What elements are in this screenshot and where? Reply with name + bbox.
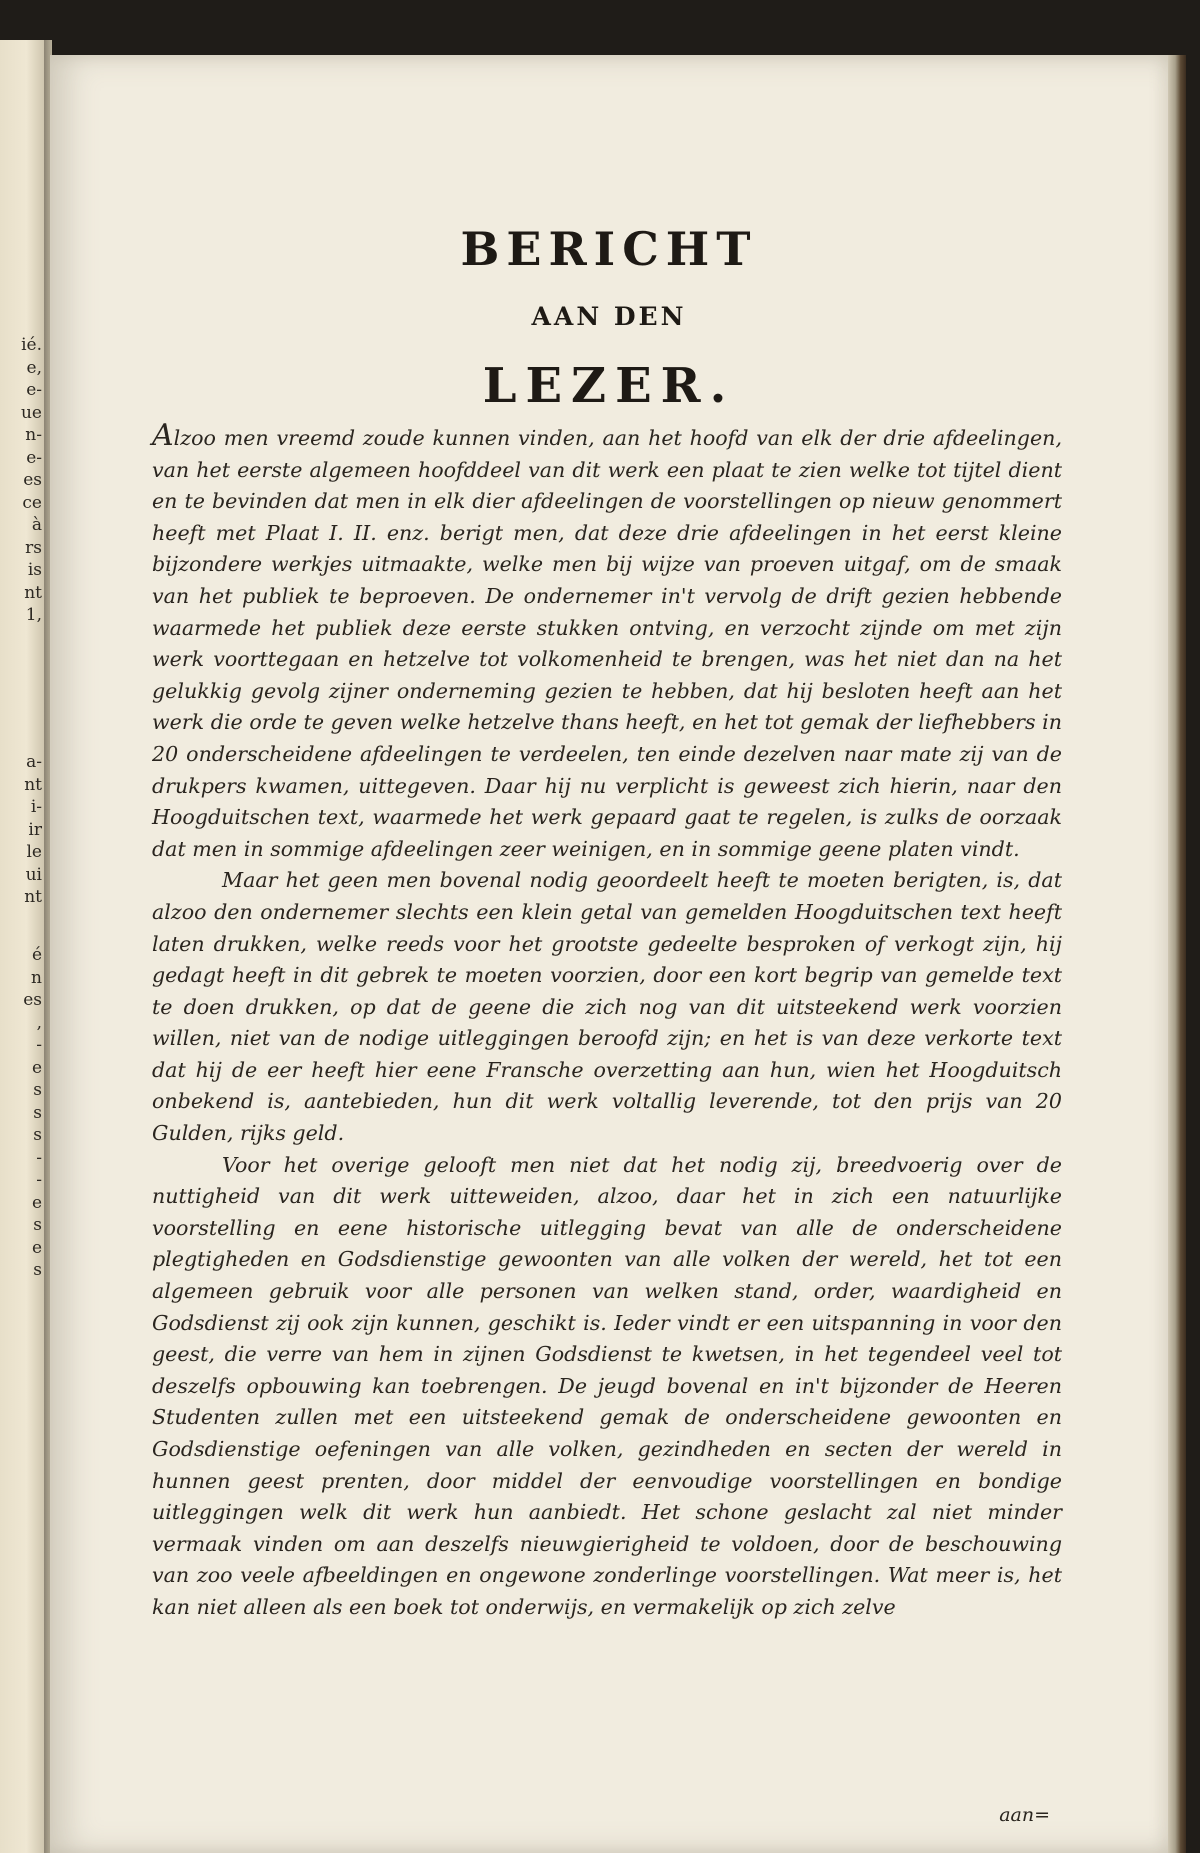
page-edge-right (1168, 55, 1186, 1853)
left-page-fragment: nt (24, 887, 42, 907)
left-page-fragment: - (36, 1035, 42, 1055)
page-subtitle: AAN DEN (531, 302, 687, 331)
left-page-fragment: e- (26, 380, 42, 400)
left-page-fragment: à (31, 515, 42, 535)
left-page-fragment: es (23, 990, 42, 1010)
left-page-fragment: n (31, 967, 42, 988)
left-page-fragment: é (31, 945, 42, 965)
left-page-fragment: s (33, 1102, 42, 1123)
left-page-fragment: - (36, 1170, 42, 1190)
left-page-fragment: es (23, 470, 42, 490)
left-page-fragment: e- (26, 447, 42, 468)
left-page-fragment: ié. (21, 335, 42, 355)
catchword: aan= (999, 1804, 1050, 1826)
left-page-edge (0, 40, 44, 1853)
left-page-fragment: ir (28, 819, 42, 840)
paragraph-1: Alzoo men vreemd zoude kunnen vinden, aan het hoofd van elk der drie afdeelingen, van het eerste algemeen hoofddeel van dit werk een plaat te zien welke tot tijtel dient en te bevinden dat men in elk dier afdeelingen de voorstellingen op nieuw genommert heeft met Plaat I. II. enz. berigt men, dat deze drie afdeelingen in het eerst kleine bijzondere werkjes uitmaakte, welke men bij wijze van proeven uitgaf, om de smaak van het publiek te beproeven. De ondernemer in't vervolg de drift gezien hebbende waarmede het publiek deze eerste stukken ontving, en verzocht zijnde om met zijn werk voorttegaan en hetzelve tot volkomenheid te brengen, was het niet dan na het gelukkig gevolg zijner onderneming gezien te hebben, dat hij besloten heeft aan het werk die orde te geven welke hetzelve thans heeft, en het tot gemak der liefhebbers in 20 onderscheidene afdeelingen te verdeelen, ten einde dezelven naar mate zij van de drukpers kwamen, uittegeven. Daar hij nu verplicht is geweest zich hierin, naar den Hoogduitschen text, waarmede het werk gepaard gaat te regelen, is zulks de oorzaak dat men in sommige afdeelingen zeer weinigen, en in sommige geene platen vindt. (152, 418, 1062, 861)
page-title-second: LEZER. (482, 358, 736, 414)
left-page-fragment: e (31, 1057, 42, 1078)
left-page-fragment: i- (30, 797, 42, 817)
left-page-fragment: 1, (25, 605, 42, 625)
left-page-fragment: e (31, 1192, 42, 1213)
left-page-fragment: rs (25, 537, 42, 558)
left-page-fragment: is (27, 560, 42, 580)
left-page-fragment: n- (25, 425, 42, 445)
left-page-fragment: ce (22, 492, 42, 513)
left-page-fragment: ue (20, 402, 42, 423)
left-page-fragment: a- (26, 752, 42, 772)
left-page-fragment: s (33, 1125, 42, 1145)
left-page-fragment: s (33, 1260, 42, 1280)
paragraph-3: Voor het overige gelooft men niet dat het nodig zij, breedvoerig over de nuttigheid van dit werk uitteweiden, alzoo, daar het in zich een natuurlijke voorstelling en eene historische uitlegging bevat van alle de onderscheidene plegtigheden en Godsdienstige gewoonten van alle volken der wereld, het tot een algemeen gebruik voor alle personen van welken stand, order, waardigheid en Godsdienst zij ook zijn kunnen, geschikt is. Ieder vindt er een uitspanning in voor den geest, die verre van hem in zijnen Godsdienst te kwetsen, in het tegendeel veel tot deszelfs opbouwing kan toebrengen. De jeugd bovenal en in't bijzonder de Heeren Studenten zullen met een uitsteekend gemak de onderscheidene gewoonten en Godsdienstige oefeningen van alle volken, gezindheden en secten der wereld in hunnen geest prenten, door middel der eenvoudige voorstellingen en bondige uitleggingen welk dit werk hun aanbiedt. Het schone geslacht zal niet minder vermaak vinden om aan deszelfs nieuwgierigheid te voldoen, door de beschouwing van zoo veele afbeeldingen en ongewone zonderlinge voorstellingen. Wat meer is, het kan niet alleen als een boek tot onderwijs, en vermakelijk op zich zelve (152, 1152, 1062, 1619)
left-page-fragment: le (26, 842, 42, 862)
left-page-fragment: ui (25, 864, 42, 885)
left-page-fragment: nt (24, 774, 42, 795)
left-page-fragment: e, (26, 357, 42, 378)
left-page-fragment: e (31, 1237, 42, 1258)
left-page-fragment: nt (24, 582, 42, 603)
left-page-fragment: s (33, 1080, 42, 1100)
page-title: BERICHT (460, 222, 758, 276)
left-page-fragment: , (36, 1012, 42, 1033)
left-page-fragment: s (33, 1215, 42, 1235)
paragraph-2: Maar het geen men bovenal nodig geoordeelt heeft te moeten berigten, is, dat alzoo den ondernemer slechts een klein getal van gemelden Hoogduitschen text heeft laten drukken, welke reeds voor het grootste gedeelte besproken of verkogt zijn, hij gedagt heeft in dit gebrek te moeten voorzien, door een kort begrip van gemelde text te doen drukken, op dat de geene die zich nog van dit uitsteekend werk voorzien willen, niet van de nodige uitleggingen beroofd zijn; en het is van deze verkorte text dat hij de eer heeft hier eene Fransche overzetting aan hun, wien het Hoogduitsch onbekend is, aantebieden, hun dit werk voltallig leverende, tot den prijs van 20 Gulden, rijks geld. (152, 868, 1062, 1146)
left-page-fragment: - (36, 1147, 42, 1168)
document-body (152, 420, 1062, 1624)
